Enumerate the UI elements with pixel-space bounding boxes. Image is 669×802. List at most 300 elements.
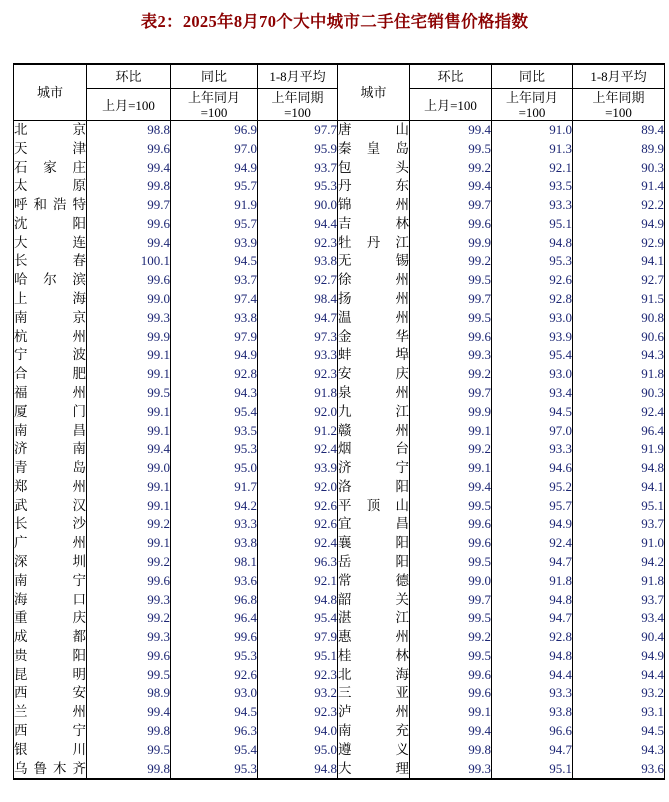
mom-cell: 99.4: [410, 478, 492, 497]
yoy-cell: 92.8: [171, 365, 258, 384]
avg-cell: 94.3: [573, 741, 665, 760]
table-row: [14, 478, 665, 497]
mom-cell: 99.5: [87, 384, 171, 403]
table-row: [14, 459, 665, 478]
yoy-cell: 94.8: [492, 234, 573, 253]
mom-cell: 99.0: [410, 572, 492, 591]
yoy-cell: 95.3: [492, 252, 573, 271]
table-row: [14, 403, 665, 422]
table-row: [14, 346, 665, 365]
avg-cell: 89.4: [573, 121, 665, 140]
city-cell: 武汉: [14, 497, 87, 516]
city-cell: 成都: [14, 628, 87, 647]
city-cell: 天津: [14, 140, 87, 159]
table-row: [14, 572, 665, 591]
avg-cell: 92.3: [258, 666, 338, 685]
yoy-cell: 94.5: [171, 703, 258, 722]
avg-cell: 93.2: [258, 684, 338, 703]
yoy-cell: 91.0: [492, 121, 573, 140]
yoy-cell: 96.3: [171, 722, 258, 741]
yoy-cell: 95.2: [492, 478, 573, 497]
yoy-cell: 94.7: [492, 553, 573, 572]
table-row: [14, 760, 665, 780]
table-row: [14, 121, 665, 140]
table-row: [14, 515, 665, 534]
city-cell: 西宁: [14, 722, 87, 741]
mom-cell: 99.5: [87, 666, 171, 685]
mom-cell: 99.1: [410, 422, 492, 441]
mom-cell: 99.3: [87, 591, 171, 610]
subheader-avg-base-line1: 上年同期: [271, 89, 324, 105]
avg-cell: 95.9: [258, 140, 338, 159]
mom-cell: 99.7: [410, 196, 492, 215]
table-row: [14, 234, 665, 253]
yoy-cell: 94.5: [492, 403, 573, 422]
mom-cell: 99.5: [410, 271, 492, 290]
table-row: [14, 591, 665, 610]
mom-cell: 99.4: [87, 703, 171, 722]
table-row: [14, 422, 665, 441]
city-cell: 蚌埠: [338, 346, 410, 365]
mom-cell: 99.9: [87, 328, 171, 347]
yoy-cell: 95.3: [171, 647, 258, 666]
city-cell: 石家庄: [14, 159, 87, 178]
avg-cell: 95.4: [258, 609, 338, 628]
city-cell: 广州: [14, 534, 87, 553]
yoy-cell: 93.0: [492, 365, 573, 384]
subheader-mom-base-left: 上月=100: [87, 89, 171, 121]
city-cell: 上海: [14, 290, 87, 309]
mom-cell: 99.4: [410, 177, 492, 196]
yoy-cell: 94.2: [171, 497, 258, 516]
header-avg-right: 1-8月平均: [573, 64, 665, 89]
city-cell: 泸州: [338, 703, 410, 722]
avg-cell: 91.5: [573, 290, 665, 309]
yoy-cell: 97.4: [171, 290, 258, 309]
yoy-cell: 93.9: [492, 328, 573, 347]
avg-cell: 92.3: [258, 234, 338, 253]
mom-cell: 99.1: [87, 403, 171, 422]
mom-cell: 99.4: [410, 121, 492, 140]
city-cell: 吉林: [338, 215, 410, 234]
mom-cell: 99.7: [87, 196, 171, 215]
city-cell: 北海: [338, 666, 410, 685]
avg-cell: 94.9: [573, 215, 665, 234]
table-row: [14, 290, 665, 309]
header-mom-right: 环比: [410, 64, 492, 89]
city-cell: 宜昌: [338, 515, 410, 534]
subheader-mom-base-right: 上月=100: [410, 89, 492, 121]
mom-cell: 99.1: [87, 422, 171, 441]
avg-cell: 92.3: [258, 365, 338, 384]
city-cell: 南昌: [14, 422, 87, 441]
city-cell: 太原: [14, 177, 87, 196]
table-row: [14, 159, 665, 178]
avg-cell: 90.6: [573, 328, 665, 347]
city-cell: 秦皇岛: [338, 140, 410, 159]
subheader-yoy-base-line2: =100: [518, 104, 546, 120]
mom-cell: 99.3: [410, 346, 492, 365]
city-cell: 扬州: [338, 290, 410, 309]
avg-cell: 91.8: [573, 572, 665, 591]
mom-cell: 99.2: [87, 553, 171, 572]
price-index-table: [13, 63, 665, 780]
avg-cell: 92.0: [258, 478, 338, 497]
avg-cell: 94.5: [573, 722, 665, 741]
mom-cell: 99.2: [410, 440, 492, 459]
yoy-cell: 93.8: [171, 309, 258, 328]
yoy-cell: 94.3: [171, 384, 258, 403]
avg-cell: 91.8: [258, 384, 338, 403]
yoy-cell: 93.7: [171, 271, 258, 290]
city-cell: 杭州: [14, 328, 87, 347]
yoy-cell: 94.8: [492, 647, 573, 666]
city-cell: 济宁: [338, 459, 410, 478]
table-row: [14, 328, 665, 347]
avg-cell: 93.1: [573, 703, 665, 722]
mom-cell: 99.6: [87, 271, 171, 290]
city-cell: 桂林: [338, 647, 410, 666]
city-cell: 泉州: [338, 384, 410, 403]
city-cell: 锦州: [338, 196, 410, 215]
avg-cell: 94.0: [258, 722, 338, 741]
table-row: [14, 534, 665, 553]
mom-cell: 98.9: [87, 684, 171, 703]
mom-cell: 99.6: [410, 666, 492, 685]
city-cell: 银川: [14, 741, 87, 760]
mom-cell: 99.7: [410, 591, 492, 610]
city-cell: 常德: [338, 572, 410, 591]
avg-cell: 94.2: [573, 553, 665, 572]
mom-cell: 99.4: [87, 440, 171, 459]
avg-cell: 92.7: [573, 271, 665, 290]
mom-cell: 99.1: [87, 346, 171, 365]
mom-cell: 99.6: [87, 140, 171, 159]
mom-cell: 99.0: [87, 459, 171, 478]
subheader-avg-base-line1: 上年同期: [592, 89, 645, 105]
mom-cell: 99.9: [410, 403, 492, 422]
yoy-cell: 93.8: [492, 703, 573, 722]
city-cell: 平顶山: [338, 497, 410, 516]
city-cell: 洛阳: [338, 478, 410, 497]
avg-cell: 91.8: [573, 365, 665, 384]
yoy-cell: 95.1: [492, 215, 573, 234]
subheader-yoy-base-right: [492, 89, 573, 121]
table-row: [14, 553, 665, 572]
avg-cell: 92.6: [258, 515, 338, 534]
table-row: [14, 741, 665, 760]
avg-cell: 90.4: [573, 628, 665, 647]
avg-cell: 90.8: [573, 309, 665, 328]
city-cell: 大理: [338, 760, 410, 780]
avg-cell: 91.9: [573, 440, 665, 459]
header-mom-left: 环比: [87, 64, 171, 89]
yoy-cell: 96.8: [171, 591, 258, 610]
mom-cell: 99.4: [87, 234, 171, 253]
mom-cell: 99.3: [410, 760, 492, 780]
mom-cell: 99.5: [87, 741, 171, 760]
table-row: [14, 440, 665, 459]
subheader-yoy-base-left: [171, 89, 258, 121]
subheader-avg-base-line2: =100: [605, 104, 632, 120]
city-cell: 无锡: [338, 252, 410, 271]
yoy-cell: 94.6: [492, 459, 573, 478]
city-cell: 金华: [338, 328, 410, 347]
avg-cell: 97.3: [258, 328, 338, 347]
yoy-cell: 95.0: [171, 459, 258, 478]
mom-cell: 99.2: [87, 609, 171, 628]
city-cell: 西安: [14, 684, 87, 703]
avg-cell: 92.2: [573, 196, 665, 215]
table-row: [14, 140, 665, 159]
yoy-cell: 91.3: [492, 140, 573, 159]
header-yoy-right: 同比: [492, 64, 573, 89]
yoy-cell: 93.3: [492, 440, 573, 459]
city-cell: 深圳: [14, 553, 87, 572]
yoy-cell: 95.3: [171, 760, 258, 780]
avg-cell: 95.0: [258, 741, 338, 760]
city-cell: 大连: [14, 234, 87, 253]
yoy-cell: 97.0: [492, 422, 573, 441]
yoy-cell: 96.6: [492, 722, 573, 741]
city-cell: 安庆: [338, 365, 410, 384]
city-cell: 哈尔滨: [14, 271, 87, 290]
yoy-cell: 94.4: [492, 666, 573, 685]
yoy-cell: 97.0: [171, 140, 258, 159]
avg-cell: 96.3: [258, 553, 338, 572]
mom-cell: 99.7: [410, 384, 492, 403]
avg-cell: 90.3: [573, 384, 665, 403]
mom-cell: 99.5: [410, 309, 492, 328]
city-cell: 海口: [14, 591, 87, 610]
mom-cell: 99.5: [410, 497, 492, 516]
avg-cell: 94.1: [573, 252, 665, 271]
city-cell: 包头: [338, 159, 410, 178]
city-cell: 遵义: [338, 741, 410, 760]
mom-cell: 99.1: [410, 703, 492, 722]
city-cell: 青岛: [14, 459, 87, 478]
table-row: [14, 215, 665, 234]
avg-cell: 94.8: [258, 591, 338, 610]
mom-cell: 99.1: [87, 365, 171, 384]
avg-cell: 92.4: [573, 403, 665, 422]
table-row: [14, 647, 665, 666]
yoy-cell: 92.8: [492, 628, 573, 647]
city-cell: 温州: [338, 309, 410, 328]
subheader-avg-base-line2: =100: [284, 104, 311, 120]
city-cell: 呼和浩特: [14, 196, 87, 215]
mom-cell: 99.8: [87, 760, 171, 780]
avg-cell: 91.0: [573, 534, 665, 553]
yoy-cell: 99.6: [171, 628, 258, 647]
mom-cell: 99.2: [410, 159, 492, 178]
city-cell: 重庆: [14, 609, 87, 628]
yoy-cell: 97.9: [171, 328, 258, 347]
mom-cell: 99.3: [87, 309, 171, 328]
city-cell: 九江: [338, 403, 410, 422]
mom-cell: 99.8: [410, 741, 492, 760]
city-cell: 合肥: [14, 365, 87, 384]
yoy-cell: 95.1: [492, 760, 573, 780]
yoy-cell: 92.6: [492, 271, 573, 290]
yoy-cell: 93.0: [492, 309, 573, 328]
city-cell: 乌鲁木齐: [14, 760, 87, 780]
city-cell: 贵阳: [14, 647, 87, 666]
city-cell: 北京: [14, 121, 87, 140]
avg-cell: 94.7: [258, 309, 338, 328]
yoy-cell: 93.0: [171, 684, 258, 703]
mom-cell: 99.1: [87, 478, 171, 497]
avg-cell: 92.7: [258, 271, 338, 290]
mom-cell: 99.6: [410, 515, 492, 534]
yoy-cell: 93.3: [171, 515, 258, 534]
city-cell: 长沙: [14, 515, 87, 534]
table-row: [14, 365, 665, 384]
mom-cell: 99.1: [87, 497, 171, 516]
mom-cell: 99.5: [410, 647, 492, 666]
yoy-cell: 94.5: [171, 252, 258, 271]
yoy-cell: 93.3: [492, 684, 573, 703]
yoy-cell: 95.7: [492, 497, 573, 516]
mom-cell: 99.1: [410, 459, 492, 478]
city-cell: 惠州: [338, 628, 410, 647]
header-yoy-left: 同比: [171, 64, 258, 89]
city-cell: 南宁: [14, 572, 87, 591]
city-cell: 唐山: [338, 121, 410, 140]
yoy-cell: 93.5: [171, 422, 258, 441]
yoy-cell: 96.4: [171, 609, 258, 628]
table-row: [14, 703, 665, 722]
table-row: [14, 666, 665, 685]
avg-cell: 90.3: [573, 159, 665, 178]
header-city-left: 城市: [14, 64, 87, 121]
avg-cell: 95.1: [258, 647, 338, 666]
avg-cell: 92.3: [258, 703, 338, 722]
avg-cell: 93.6: [573, 760, 665, 780]
mom-cell: 99.7: [410, 290, 492, 309]
city-cell: 昆明: [14, 666, 87, 685]
mom-cell: 99.6: [87, 572, 171, 591]
mom-cell: 99.5: [410, 553, 492, 572]
table-row: [14, 628, 665, 647]
city-cell: 岳阳: [338, 553, 410, 572]
city-cell: 徐州: [338, 271, 410, 290]
page-title: 表2：2025年8月70个大中城市二手住宅销售价格指数: [140, 12, 529, 31]
yoy-cell: 95.7: [171, 215, 258, 234]
table-row: [14, 271, 665, 290]
table-row: [14, 497, 665, 516]
avg-cell: 95.3: [258, 177, 338, 196]
yoy-cell: 95.3: [171, 440, 258, 459]
avg-cell: 93.9: [258, 459, 338, 478]
avg-cell: 94.4: [258, 215, 338, 234]
yoy-cell: 92.4: [492, 534, 573, 553]
yoy-cell: 94.9: [171, 346, 258, 365]
table-row: [14, 196, 665, 215]
mom-cell: 99.5: [410, 140, 492, 159]
table-row: [14, 384, 665, 403]
mom-cell: 99.9: [410, 234, 492, 253]
city-cell: 郑州: [14, 478, 87, 497]
city-cell: 丹东: [338, 177, 410, 196]
mom-cell: 99.6: [410, 684, 492, 703]
yoy-cell: 94.9: [171, 159, 258, 178]
city-cell: 南充: [338, 722, 410, 741]
avg-cell: 93.3: [258, 346, 338, 365]
mom-cell: 99.6: [410, 328, 492, 347]
avg-cell: 92.9: [573, 234, 665, 253]
mom-cell: 99.8: [87, 177, 171, 196]
avg-cell: 94.8: [258, 760, 338, 780]
city-cell: 烟台: [338, 440, 410, 459]
avg-cell: 97.9: [258, 628, 338, 647]
subheader-avg-base-left: [258, 89, 338, 121]
city-cell: 沈阳: [14, 215, 87, 234]
mom-cell: 99.6: [410, 534, 492, 553]
mom-cell: 99.4: [87, 159, 171, 178]
avg-cell: 92.6: [258, 497, 338, 516]
avg-cell: 97.7: [258, 121, 338, 140]
yoy-cell: 93.3: [492, 196, 573, 215]
yoy-cell: 94.8: [492, 591, 573, 610]
mom-cell: 99.1: [87, 534, 171, 553]
avg-cell: 93.7: [573, 515, 665, 534]
avg-cell: 96.4: [573, 422, 665, 441]
avg-cell: 92.1: [258, 572, 338, 591]
yoy-cell: 95.7: [171, 177, 258, 196]
city-cell: 襄阳: [338, 534, 410, 553]
avg-cell: 92.4: [258, 534, 338, 553]
avg-cell: 93.7: [573, 591, 665, 610]
yoy-cell: 95.4: [492, 346, 573, 365]
yoy-cell: 91.9: [171, 196, 258, 215]
mom-cell: 99.5: [410, 609, 492, 628]
city-cell: 韶关: [338, 591, 410, 610]
subheader-yoy-base-line1: 上年同月: [505, 89, 558, 105]
mom-cell: 99.6: [87, 215, 171, 234]
city-cell: 三亚: [338, 684, 410, 703]
mom-cell: 99.8: [87, 722, 171, 741]
city-cell: 宁波: [14, 346, 87, 365]
yoy-cell: 94.7: [492, 609, 573, 628]
avg-cell: 94.1: [573, 478, 665, 497]
mom-cell: 99.0: [87, 290, 171, 309]
mom-cell: 99.4: [410, 722, 492, 741]
yoy-cell: 96.9: [171, 121, 258, 140]
avg-cell: 93.8: [258, 252, 338, 271]
avg-cell: 98.4: [258, 290, 338, 309]
city-cell: 长春: [14, 252, 87, 271]
yoy-cell: 95.4: [171, 741, 258, 760]
yoy-cell: 92.6: [171, 666, 258, 685]
subheader-yoy-base-line1: 上年同月: [187, 89, 240, 105]
yoy-cell: 94.7: [492, 741, 573, 760]
city-cell: 福州: [14, 384, 87, 403]
avg-cell: 89.9: [573, 140, 665, 159]
mom-cell: 100.1: [87, 252, 171, 271]
yoy-cell: 94.9: [492, 515, 573, 534]
mom-cell: 99.3: [87, 628, 171, 647]
yoy-cell: 92.1: [492, 159, 573, 178]
mom-cell: 99.2: [410, 628, 492, 647]
avg-cell: 95.1: [573, 497, 665, 516]
avg-cell: 93.7: [258, 159, 338, 178]
yoy-cell: 93.4: [492, 384, 573, 403]
avg-cell: 94.9: [573, 647, 665, 666]
avg-cell: 91.4: [573, 177, 665, 196]
city-cell: 牡丹江: [338, 234, 410, 253]
avg-cell: 94.3: [573, 346, 665, 365]
